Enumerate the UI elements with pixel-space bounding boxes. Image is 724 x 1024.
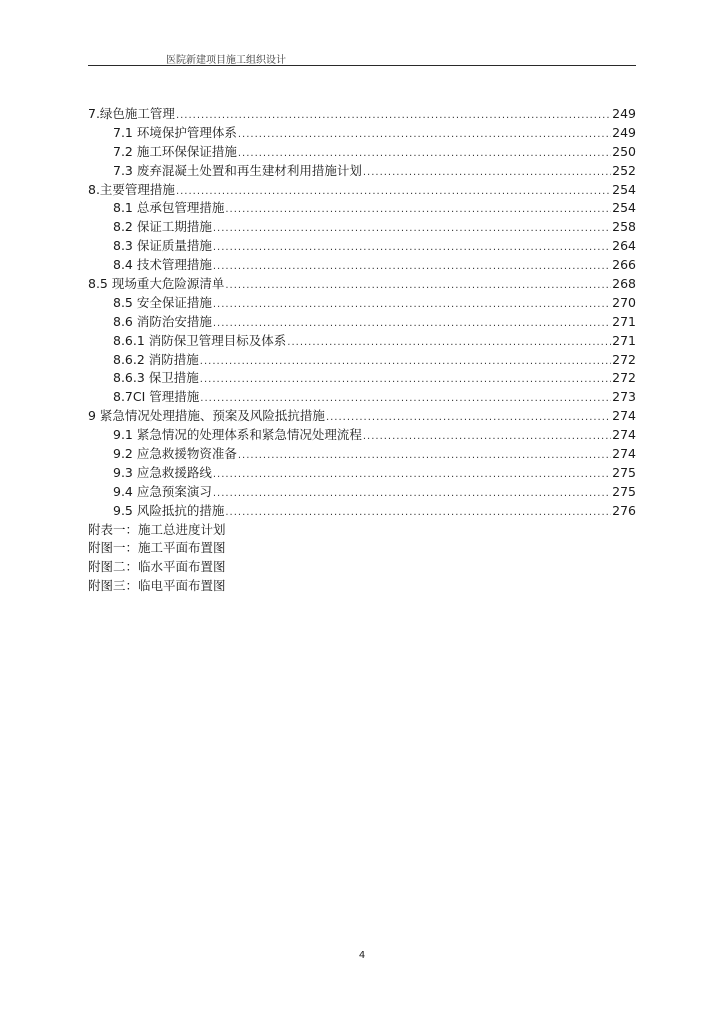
toc-entry-label: 9.1 紧急情况的处理体系和紧急情况处理流程 [113, 427, 362, 443]
toc-entry[interactable] [88, 105, 636, 124]
toc-entry-label: 9.3 应急救援路线 [113, 464, 212, 480]
toc-dot-leader [176, 107, 611, 126]
toc-dot-leader [213, 239, 611, 258]
toc-entry-label: 9.4 应急预案演习 [113, 483, 212, 499]
toc-entry-page: 268 [612, 276, 636, 292]
toc-entry[interactable] [88, 445, 636, 464]
toc-entry-label: 8.4 技术管理措施 [113, 257, 212, 273]
toc-entry[interactable] [88, 502, 636, 521]
header-title: 医院新建项目施工组织设计 [166, 55, 286, 66]
toc-entry[interactable] [88, 218, 636, 237]
toc-entry-page: 274 [612, 408, 636, 424]
toc-dot-leader [287, 334, 611, 353]
toc-entry-label: 8.6 消防治安措施 [113, 313, 212, 329]
toc-dot-leader [213, 258, 611, 277]
toc-dot-leader [238, 447, 611, 466]
page-number: 4 [358, 950, 366, 961]
toc-dot-leader [238, 126, 611, 145]
toc-dot-leader [363, 164, 611, 183]
toc-dot-leader [363, 428, 611, 447]
toc-entry[interactable] [88, 143, 636, 162]
toc-dot-leader [213, 485, 611, 504]
toc-entry[interactable] [88, 464, 636, 483]
toc-entry-label: 9 紧急情况处理措施、预案及风险抵抗措施 [88, 408, 325, 424]
toc-dot-leader [213, 466, 611, 485]
toc-dot-leader [200, 371, 611, 390]
toc-entry-page: 272 [612, 351, 636, 367]
toc-entry-label: 7.绿色施工管理 [88, 106, 175, 121]
toc-entry-page: 249 [612, 106, 636, 121]
toc-entry[interactable] [88, 407, 636, 426]
toc-dot-leader [213, 220, 611, 239]
toc-entry-page: 250 [612, 143, 636, 159]
toc-entry-page: 254 [612, 181, 636, 197]
toc-entry-page: 258 [612, 219, 636, 235]
toc-entry[interactable] [88, 313, 636, 332]
toc-entry-label: 7.1 环境保护管理体系 [113, 124, 237, 140]
toc-entry[interactable] [88, 332, 636, 351]
toc-entry[interactable] [88, 199, 636, 218]
appendix-item[interactable]: 附图二：临水平面布置图 [88, 559, 226, 575]
toc-entry-page: 274 [612, 427, 636, 443]
toc-entry-page: 270 [612, 294, 636, 310]
toc-entry-label: 8.6.1 消防保卫管理目标及体系 [113, 332, 287, 348]
toc-entry-label: 8.2 保证工期措施 [113, 219, 212, 235]
page-header [88, 50, 636, 66]
toc-dot-leader [225, 201, 611, 220]
toc-entry-label: 8.主要管理措施 [88, 181, 175, 197]
toc-entry-label: 8.5 安全保证措施 [113, 294, 212, 310]
toc-dot-leader [326, 409, 611, 428]
toc-dot-leader [225, 504, 611, 523]
toc-entry[interactable] [88, 351, 636, 370]
toc-entry-page: 275 [612, 483, 636, 499]
toc-entry-page: 252 [612, 162, 636, 178]
toc-dot-leader [213, 296, 611, 315]
toc-entry-page: 264 [612, 238, 636, 254]
toc-entry-label: 9.2 应急救援物资准备 [113, 446, 237, 462]
table-of-contents [88, 105, 636, 596]
toc-entry[interactable] [88, 388, 636, 407]
appendix-item[interactable]: 附图三：临电平面布置图 [88, 578, 226, 594]
toc-entry-page: 249 [612, 124, 636, 140]
toc-entry[interactable] [88, 369, 636, 388]
appendix-item[interactable]: 附图一：施工平面布置图 [88, 540, 226, 556]
toc-entry-label: 8.1 总承包管理措施 [113, 200, 225, 216]
toc-entry-page: 271 [612, 313, 636, 329]
toc-entry-page: 273 [612, 389, 636, 405]
toc-entry-label: 7.3 废弃混凝土处置和再生建材利用措施计划 [113, 162, 362, 178]
toc-entry-label: 7.2 施工环保保证措施 [113, 143, 237, 159]
toc-entry-label: 8.7CI 管理措施 [113, 389, 200, 405]
toc-entry[interactable] [88, 275, 636, 294]
toc-entry-label: 8.3 保证质量措施 [113, 238, 212, 254]
toc-entry[interactable] [88, 256, 636, 275]
toc-entry-page: 275 [612, 464, 636, 480]
toc-dot-leader [176, 183, 611, 202]
toc-entry[interactable] [88, 483, 636, 502]
toc-entry-page: 254 [612, 200, 636, 216]
toc-entry-label: 8.6.3 保卫措施 [113, 370, 199, 386]
toc-entry[interactable] [88, 181, 636, 200]
toc-entry[interactable] [88, 426, 636, 445]
toc-entry-page: 272 [612, 370, 636, 386]
toc-entry-label: 8.5 现场重大危险源清单 [88, 276, 225, 292]
toc-entry[interactable] [88, 237, 636, 256]
toc-entry[interactable] [88, 162, 636, 181]
toc-entry-label: 8.6.2 消防措施 [113, 351, 199, 367]
toc-entry-page: 266 [612, 257, 636, 273]
toc-dot-leader [200, 353, 611, 372]
toc-entry[interactable] [88, 294, 636, 313]
toc-entry-page: 274 [612, 446, 636, 462]
toc-dot-leader [225, 277, 611, 296]
toc-entry[interactable] [88, 124, 636, 143]
header-rule [88, 65, 636, 66]
toc-entry-label: 9.5 风险抵抗的措施 [113, 502, 225, 518]
toc-entry-page: 271 [612, 332, 636, 348]
toc-entry-page: 276 [612, 502, 636, 518]
appendix-item[interactable]: 附表一：施工总进度计划 [88, 521, 226, 537]
